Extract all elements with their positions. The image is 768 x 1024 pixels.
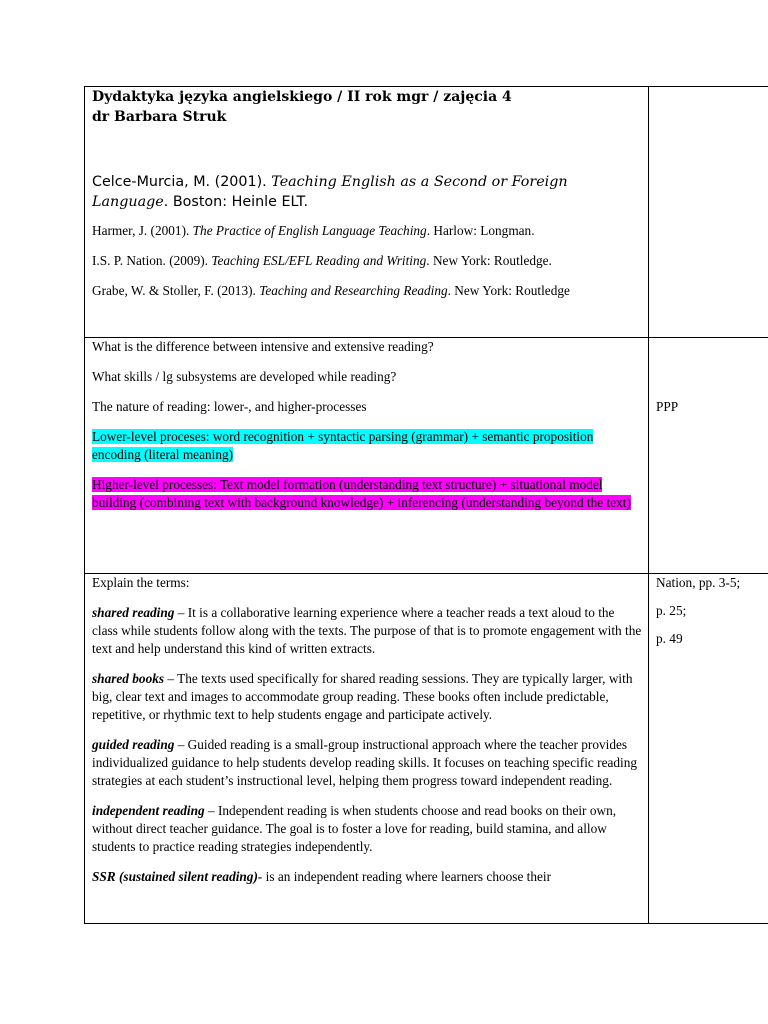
side-note: PPP xyxy=(656,399,679,414)
term-definition: shared reading – It is a collaborative learning experience where a teacher reads a text aloud to the class while students follow along with the texts. The purpose of that is to promote engagement with the text and help understand this kind of written extracts. xyxy=(92,605,642,656)
header-side-cell xyxy=(649,87,768,338)
reference-item: Grabe, W. & Stoller, F. (2013). Teaching and Researching Reading. New York: Routledge xyxy=(92,283,570,298)
reference-item: Celce-Murcia, M. (2001). Teaching English as a Second or Foreign Language. Boston: Heinle ELT. xyxy=(92,174,568,210)
question-text: What is the difference between intensive and extensive reading? xyxy=(92,339,434,354)
reading-processes-row xyxy=(85,338,768,574)
lower-level-note: Lower-level proceses: word recognition + syntactic parsing (grammar) + semantic proposition encoding (literal meaning) xyxy=(92,429,594,462)
reading-processes-side-cell xyxy=(649,338,768,574)
terms-row xyxy=(85,574,768,924)
page-reference: p. 49 xyxy=(656,631,683,646)
course-title: Dydaktyka języka angielskiego / II rok mgr / zajęcia 4 xyxy=(92,89,512,105)
question-text: What skills / lg subsystems are developed while reading? xyxy=(92,369,397,384)
term-definition: independent reading – Independent reading is when students choose and read books on their own, without direct teacher guidance. The goal is to foster a love for reading, build stamina, and allow students to practice reading strategies independently. xyxy=(92,803,617,854)
terms-cell xyxy=(85,574,649,924)
reference-item: I.S. P. Nation. (2009). Teaching ESL/EFL Reading and Writing. New York: Routledge. xyxy=(92,253,552,268)
terms-side-cell xyxy=(649,574,768,924)
reading-processes-cell xyxy=(85,338,649,574)
reference-item: Harmer, J. (2001). The Practice of English Language Teaching. Harlow: Longman. xyxy=(92,223,535,238)
terms-intro: Explain the terms: xyxy=(92,575,190,590)
term-definition: guided reading – Guided reading is a small-group instructional approach where the teacher provides individualized guidance to help students develop reading skills. It focuses on teaching specific reading strategies at each student’s instructional level, helping them progress toward independent reading. xyxy=(92,737,638,788)
page-reference: Nation, pp. 3-5; xyxy=(656,575,741,590)
term-definition: shared books – The texts used specifically for shared reading sessions. They are typically larger, with big, clear text and images to accommodate group reading. These books often include predictable, repetitive, or rhythmic text to help students engage and participate actively. xyxy=(92,671,633,722)
higher-level-note: Higher-level processes: Text model formation (understanding text structure) + situational model building (combining text with background knowledge) + inferencing (understanding beyond the text) xyxy=(92,477,631,510)
header-cell xyxy=(85,87,649,338)
term-definition: SSR (sustained silent reading)- is an independent reading where learners choose their xyxy=(92,869,552,884)
document-table xyxy=(84,86,768,924)
header-row xyxy=(85,87,768,338)
lecturer-name: dr Barbara Struk xyxy=(92,109,227,125)
page-reference: p. 25; xyxy=(656,603,687,618)
question-text: The nature of reading: lower-, and higher-processes xyxy=(92,399,367,414)
